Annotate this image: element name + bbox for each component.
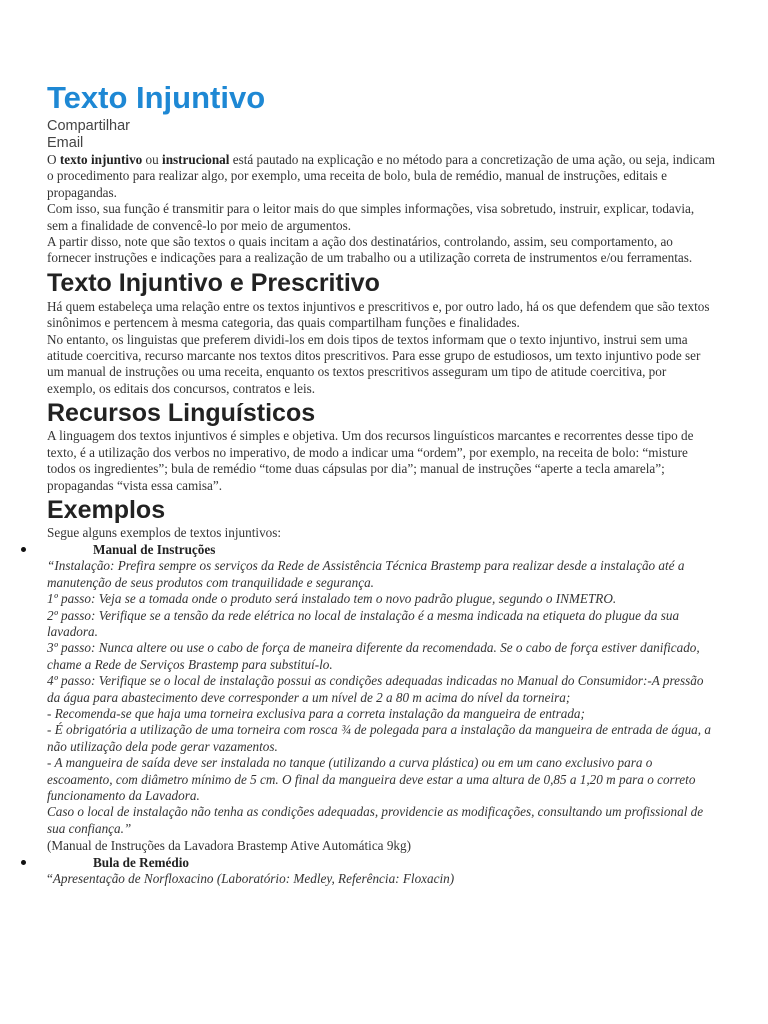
examples-list <box>47 541 717 887</box>
section-paragraph: A linguagem dos textos injuntivos é simples e objetiva. Um dos recursos linguísticos marcantes e recorrentes desse tipo de texto, é a utilização dos verbos no imperativo, de modo a indicar uma “ordem”, por exemplo, na receita de bolo: “misture todos os ingredientes”; bula de remédio “tome duas cápsulas por dia”; manual de instruções “aperte a tecla amarela”; propagandas “vista essa camisa”. <box>47 428 694 493</box>
quote-line: - É obrigatória a utilização de uma torneira com rosca ¾ de polegada para a instalação da mangueira de entrada de água, a não utilização dela pode gerar vazamentos. <box>47 722 711 754</box>
quote-text: Apresentação de Norfloxacino (Laboratório: Medley, Referência: Floxacin) <box>52 871 455 887</box>
quote-source: (Manual de Instruções da Lavadora Brastemp Ative Automática 9kg) <box>47 838 412 854</box>
share-link[interactable]: Compartilhar <box>47 118 130 134</box>
bullet-icon <box>21 860 26 865</box>
intro-paragraph-3: A partir disso, note que são textos o quais incitam a ação dos destinatários, controlando, assim, seu comportamento, ao fornecer instruções e indicações para a realização de um trabalho ou a utilização correta de instrumentos e/ou ferramentas. <box>47 234 693 266</box>
article <box>47 78 717 888</box>
section-heading-recursos: Recursos Linguísticos <box>47 399 316 428</box>
section-heading-exemplos: Exemplos <box>47 495 166 524</box>
intro-paragraph-1 <box>47 152 717 201</box>
section-heading-prescritivo: Texto Injuntivo e Prescritivo <box>47 268 380 297</box>
section-paragraph: No entanto, os linguistas que preferem dividi-los em dois tipos de textos informam que o texto injuntivo, instrui sem uma atitude coercitiva, recurso marcante nos textos ditos prescritivos. Para esse grupo de estudiosos, um texto injuntivo pode ser um manual de instruções ou uma receita, enquanto os textos prescritivos asseguram um tipo de atitude coercitiva, por exemplo, os editais dos concursos, contratos e leis. <box>47 331 701 396</box>
bold-term: texto injuntivo <box>59 152 143 167</box>
email-link[interactable]: Email <box>47 135 84 151</box>
quote-line: 1º passo: Veja se a tomada onde o produto será instalado tem o novo padrão plugue, segundo o INMETRO. <box>47 591 617 607</box>
examples-intro: Segue alguns exemplos de textos injuntivos: <box>47 524 282 540</box>
quote-line: - A mangueira de saída deve ser instalada no tanque (utilizando a curva plástica) ou em um cano exclusivo para o escoamento, com diâmetro mínimo de 5 cm. O final da mangueira deve estar a uma altura de 0,85 a 1,20 m para o correto funcionamento da Lavadora. <box>47 755 696 803</box>
text-run: O <box>47 152 60 167</box>
text-run: está pautado na explicação e no método para a concretização de uma ação, ou seja, indicam o procedimento para realizar algo, por exemplo, uma receita de bolo, bula de remédio, manual de instruções, editais e propagandas. <box>47 152 715 200</box>
quote-line: - Recomenda-se que haja uma torneira exclusiva para a correta instalação da mangueira de entrada; <box>47 705 585 721</box>
quote-line <box>47 871 717 887</box>
list-item <box>47 854 717 887</box>
open-quote-mark: “ <box>47 871 53 887</box>
list-item-title: Bula de Remédio <box>93 855 189 871</box>
list-item <box>47 541 717 854</box>
intro-paragraph-2: Com isso, sua função é transmitir para o leitor mais do que simples informações, visa sobretudo, instruir, explicar, todavia, sem a finalidade de convencê-lo por meio de argumentos. <box>47 201 695 233</box>
bold-term: instrucional <box>162 152 230 167</box>
quote-line: 2º passo: Verifique se a tensão da rede elétrica no local de instalação é a mesma indicada na etiqueta do plugue da sua lavadora. <box>47 607 680 639</box>
list-item-title: Manual de Instruções <box>93 542 216 558</box>
bullet-icon <box>21 547 26 552</box>
quote-line: Caso o local de instalação não tenha as condições adequadas, providencie as modificações, consultando um profissional de sua confiança.” <box>47 804 704 836</box>
quote-line: 4º passo: Verifique se o local de instalação possui as condições adequadas indicadas no Manual do Consumidor:-A pressão da água para abastecimento deve corresponder a um nível de 2 a 80 m acima do nível da torneira; <box>47 673 704 705</box>
quote-line: 3º passo: Nunca altere ou use o cabo de força de maneira diferente da recomendada. Se o cabo de força estiver danificado, chame a Rede de Serviços Brastemp para substituí-lo. <box>47 640 700 672</box>
quote-line: “Instalação: Prefira sempre os serviços da Rede de Assistência Técnica Brastemp para realizar desde a instalação até a manutenção de seus produtos com tranquilidade e segurança. <box>47 558 685 590</box>
section-paragraph: Há quem estabeleça uma relação entre os textos injuntivos e prescritivos e, por outro lado, há os que defendem que são textos sinônimos e pertencem à mesma categoria, das quais compartilham funções e finalidades. <box>47 298 710 331</box>
text-run: ou <box>142 152 163 167</box>
page-title: Texto Injuntivo <box>47 80 266 115</box>
